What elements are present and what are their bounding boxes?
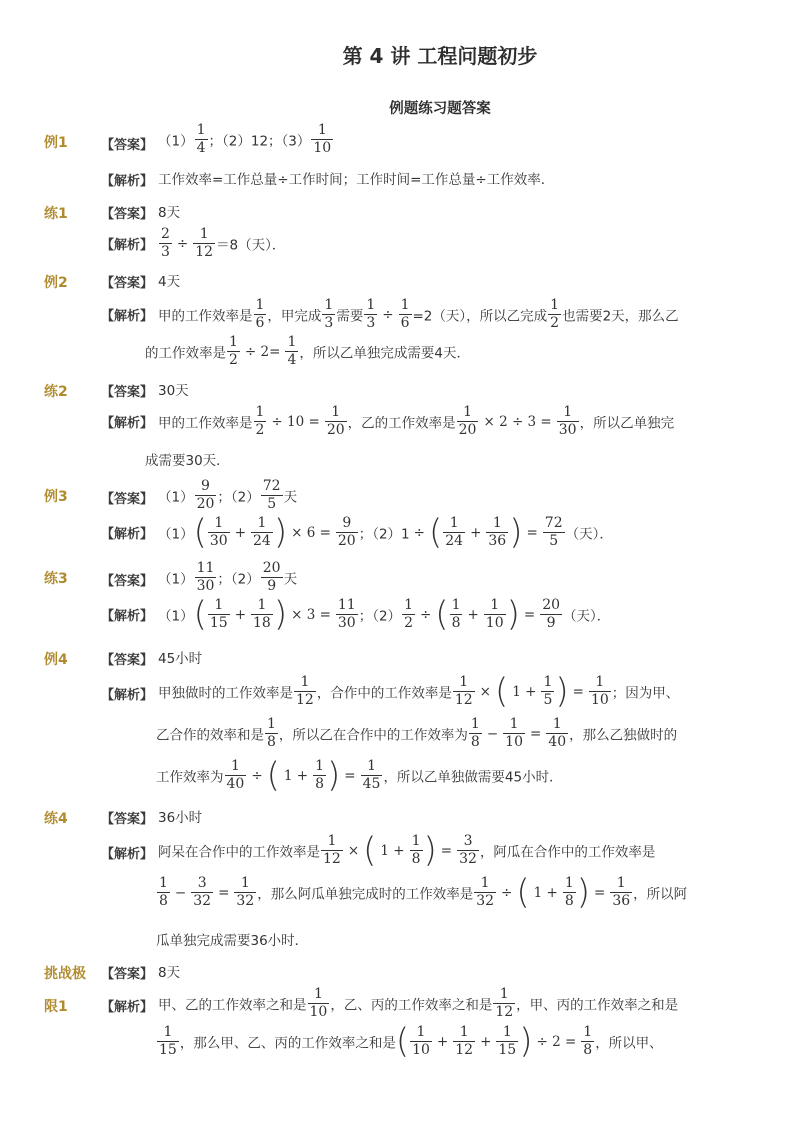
math-text: ) xyxy=(519,1021,533,1062)
math-text: ) xyxy=(506,594,520,635)
fraction: $\frac{1}{4}$ xyxy=(287,334,297,368)
ex3-analysis-row xyxy=(0,512,800,560)
answer-tag: 【答案】 xyxy=(101,207,154,222)
analysis-tag: 【解析】 xyxy=(101,238,154,253)
math-text: ÷ xyxy=(251,767,263,784)
fraction: $\frac{1}{3}$ xyxy=(366,297,376,331)
math-text: 甲、乙的工作效率之和是 xyxy=(158,997,307,1014)
math-text: × 6 = xyxy=(291,524,331,541)
math-text: ÷ xyxy=(501,884,513,901)
math-text: ) xyxy=(555,671,569,712)
fraction: $\frac{1}{12}$ xyxy=(454,674,473,708)
math-text: 天 xyxy=(283,571,298,588)
item-label: 练1 xyxy=(44,206,68,222)
fraction: $\frac{1}{8}$ xyxy=(583,1024,593,1058)
fraction: $\frac{1}{15}$ xyxy=(498,1024,517,1058)
fraction: $\frac{1}{30}$ xyxy=(558,404,577,438)
fraction: $\frac{1}{24}$ xyxy=(253,515,271,549)
page-title: 第 4 讲 工程问题初步 xyxy=(342,44,538,68)
math-text: ；因为甲、 xyxy=(611,685,680,702)
math-text: − xyxy=(174,884,187,901)
analysis-tag: 【解析】 xyxy=(101,416,154,431)
fraction: $\frac{1}{32}$ xyxy=(476,875,495,909)
analysis-tag: 【解析】 xyxy=(101,174,154,189)
math-text: ( xyxy=(193,594,207,635)
math-text: ，所以乙单独做需要45小时． xyxy=(383,769,563,786)
fraction: $\frac{1}{10}$ xyxy=(309,986,328,1020)
math-text: − xyxy=(486,725,499,742)
fraction: $\frac{1}{10}$ xyxy=(485,597,504,631)
math-text: = xyxy=(218,884,230,901)
fraction: $\frac{9}{20}$ xyxy=(337,515,356,549)
math-text: = xyxy=(594,884,606,901)
math-text: = xyxy=(440,842,453,859)
analysis-tag: 【解析】 xyxy=(101,527,154,542)
fraction: $\frac{20}{9}$ xyxy=(542,597,561,631)
math-text: = xyxy=(572,683,584,700)
pr3-answer-row xyxy=(0,560,800,600)
answer-tag: 【答案】 xyxy=(101,385,154,400)
pr4-analysis-row: 【解析】 阿呆在合作中的工作效率是 $\frac{1}{12}$ × ( 1 + $\frac{1}{8}$ ) = $\frac{3}{32}$ ，阿瓜在合作中的工作效率是 $\frac{1}{8}$ − $\frac{3}{32}$ = $\frac{1}{32}$ ，那么阿瓜单独完成时的工作效率是 $\frac{1}{32}$ ÷ ( 1 + $\frac{1}{8}$ ) = $\frac{1}{36}$ ，所以阿 瓜单独完成需要36小时． xyxy=(101,830,688,949)
fraction: $\frac{9}{20}$ xyxy=(196,478,215,512)
item-label: 挑战极 xyxy=(44,966,86,982)
fraction: $\frac{11}{30}$ xyxy=(337,597,356,631)
fraction: $\frac{72}{5}$ xyxy=(262,478,281,512)
fraction: $\frac{11}{30}$ xyxy=(196,560,215,594)
math-text: ÷ xyxy=(176,235,189,252)
item-label: 例4 xyxy=(44,652,68,668)
fraction: $\frac{20}{9}$ xyxy=(262,560,281,594)
math-text: + xyxy=(470,524,482,541)
analysis-tag: 【解析】 xyxy=(101,688,154,703)
math-text: 1 + xyxy=(380,842,405,859)
math-text: ，阿瓜在合作中的工作效率是 xyxy=(479,844,656,861)
math-text: 工作效率为 xyxy=(156,769,224,786)
math-text: + xyxy=(467,606,479,623)
math-text: ，所以乙单独完成需要4天． xyxy=(299,345,470,362)
item-label: 练4 xyxy=(44,811,68,827)
math-text: 需要 xyxy=(336,308,364,325)
fraction: $\frac{1}{6}$ xyxy=(400,297,410,331)
math-text: （天）． xyxy=(565,526,613,543)
math-text: 阿呆在合作中的工作效率是 xyxy=(158,844,320,861)
math-text: ) xyxy=(273,512,288,553)
item-label: 限1 xyxy=(44,999,68,1015)
fraction: $\frac{1}{2}$ xyxy=(255,404,265,438)
fraction: $\frac{1}{8}$ xyxy=(451,597,461,631)
item-label: 例2 xyxy=(44,275,68,291)
item-label: 例3 xyxy=(44,489,68,505)
answer-page: 第 4 讲 工程问题初步 例题练习题答案 例1 【答案】 （1） $\frac{1}{4}$ ；（2）12；（3） $\frac{1}{10}$ 【解析】 工作效率=工作总量÷工作时间；工作时间=工作总量÷工作效率． 练1 【答案】 8天 【解析】 $\frac{2}{3}$ ÷ $\frac{1}{12}$ ＝8（天）． 例2 【答案】 4天 【解析】 甲的工作效率是 $\frac{1}{6}$ ，甲完成 $\frac{1}{3}$ 需要 $\frac{1}{3}$ ÷ $\frac{1}{6}$ =2（天），所以乙完成 $\frac{1}{2}$ 也需要2天，那么乙 的工作效率是 $\frac{1}{2}$ ÷ 2= $\frac{1}{4}$ ，所以乙单独完成需要4天． 练2 【答案】 30天 【解析】 甲的工作效率是 $\frac{1}{2}$ ÷ 10 = $\frac{1}{20}$ ，乙的工作效率是 $\frac{1}{20}$ × 2 ÷ 3 = $\frac{1}{30}$ ，所以乙单独完 成需要30天． 例3 【答案】 （1） $\frac{9}{20}$ ；（2） $\frac{72}{5}$ 天 【解析】 （1）( $\frac{1}{30}$ + $\frac{1}{24}$ ) × 6 = $\frac{9}{20}$ ；（2）1 ÷ ( $\frac{1}{24}$ + $\frac{1}{36}$ ) = $\frac{72}{5}$ （天）． 练3 【答案】 （1） $\frac{11}{30}$ ；（2） $\frac{20}{9}$ 天 【解析】 （1）( $\frac{1}{15}$ + $\frac{1}{18}$ ) × 3 = $\frac{11}{30}$ ；（2） $\frac{1}{2}$ ÷ ( $\frac{1}{8}$ + $\frac{1}{10}$ ) = $\frac{20}{9}$ （天）． 例4 【答案】 45小时 【解析】 甲独做时的工作效率是 $\frac{1}{12}$ ，合作中的工作效率是 $\frac{1}{12}$ × ( 1 + $\frac{1}{5}$ ) = $\frac{1}{10}$ ；因为甲、 乙合作的效率和是 $\frac{1}{8}$ ，所以乙在合作中的工作效率为 $\frac{1}{8}$ − $\frac{1}{10}$ = $\frac{1}{40}$ ，那么乙独做时的 工作效率为 $\frac{1}{40}$ ÷ ( 1 + $\frac{1}{8}$ ) = $\frac{1}{45}$ ，所以乙单独做需要45小时． 练4 【答案】 36小时 【解析】 阿呆在合作中的工作效率是 $\frac{1}{12}$ × ( 1 + $\frac{1}{8}$ ) = $\frac{3}{32}$ ，阿瓜在合作中的工作效率是 $\frac{1}{8}$ − $\frac{3}{32}$ = $\frac{1}{32}$ ，那么阿瓜单独完成时的工作效率是 $\frac{1}{32}$ ÷ ( 1 + $\frac{1}{8}$ ) = $\frac{1}{36}$ ，所以阿 瓜单独完成需要36小时． 挑战极 【答案】 8天 限1 【解析】 甲、乙的工作效率之和是 $\frac{1}{10}$ ，乙、丙的工作效率之和是 $\frac{1}{12}$ ，甲、丙的工作效率之和是 $\frac{1}{15}$ ，那么甲、乙、丙的工作效率之和是( $\frac{1}{10}$ + $\frac{1}{12}$ + $\frac{1}{15}$ ) ÷ 2 = $\frac{1}{8}$ ，所以甲、 xyxy=(0,0,800,1132)
item-label: 例1 xyxy=(44,135,68,151)
math-text: ( xyxy=(266,755,280,796)
fraction: $\frac{1}{8}$ xyxy=(411,833,421,867)
fraction: $\frac{1}{2}$ xyxy=(404,597,413,631)
math-text: 1 + xyxy=(512,683,537,700)
math-text: 乙合作的效率和是 xyxy=(156,727,264,744)
math-text: ( xyxy=(193,512,207,553)
fraction: $\frac{1}{12}$ xyxy=(455,1024,474,1058)
ex3-answer-row xyxy=(0,478,800,518)
math-text: × 3 = xyxy=(291,606,331,623)
item-label: 练3 xyxy=(44,571,68,587)
math-text: ( xyxy=(435,594,449,635)
fraction: $\frac{1}{20}$ xyxy=(326,404,345,438)
fraction: $\frac{1}{24}$ xyxy=(445,515,464,549)
pr3-analysis-row xyxy=(0,594,800,642)
math-text: × xyxy=(479,683,491,700)
math-text: 天 xyxy=(283,489,298,506)
math-text: （天）． xyxy=(563,608,611,625)
ex1-answer-row xyxy=(0,122,800,167)
fraction: $\frac{3}{32}$ xyxy=(459,833,477,867)
answer-tag: 【答案】 xyxy=(101,812,154,827)
analysis-tag: 【解析】 xyxy=(101,309,154,324)
fraction: $\frac{1}{10}$ xyxy=(505,716,523,750)
math-text: （1） xyxy=(158,489,194,506)
answer-tag: 【答案】 xyxy=(101,653,154,668)
page-subtitle: 例题练习题答案 xyxy=(389,101,491,117)
math-text: ；（2）1 xyxy=(358,526,410,543)
math-text: × 2 ÷ 3 = xyxy=(483,413,552,430)
math-text: ) xyxy=(423,830,437,871)
item-label: 练2 xyxy=(44,384,68,400)
fraction: $\frac{1}{20}$ xyxy=(458,404,477,438)
answer-tag: 【答案】 xyxy=(101,138,154,153)
fraction: $\frac{1}{8}$ xyxy=(159,875,168,909)
math-text: ÷ xyxy=(419,606,432,623)
fraction: $\frac{1}{10}$ xyxy=(590,674,609,708)
math-text: ÷ 2 = xyxy=(536,1033,577,1050)
math-text: 甲的工作效率是 xyxy=(158,415,253,432)
math-text: ( xyxy=(363,830,377,871)
math-text: ；（2） xyxy=(217,571,260,588)
math-text: ；（2） xyxy=(358,608,402,625)
math-text: ÷ 10 = xyxy=(271,413,320,430)
math-text: ( xyxy=(494,671,509,712)
answer-tag: 【答案】 xyxy=(101,574,154,589)
fraction: $\frac{72}{5}$ xyxy=(544,515,563,549)
math-text: ，所以乙在合作中的工作效率为 xyxy=(278,727,468,744)
math-text: （1） xyxy=(158,526,194,543)
fraction: $\frac{1}{40}$ xyxy=(548,716,567,750)
fraction: $\frac{1}{12}$ xyxy=(323,833,341,867)
math-text: + xyxy=(436,1033,449,1050)
math-text: = xyxy=(523,606,536,623)
math-text: 也需要2天，那么乙 xyxy=(562,308,679,325)
fraction: $\frac{1}{8}$ xyxy=(470,716,480,750)
fraction: $\frac{1}{5}$ xyxy=(543,674,553,708)
math-text: ，那么乙独做时的 xyxy=(569,727,678,744)
math-text: + xyxy=(480,1033,492,1050)
fraction: $\frac{1}{12}$ xyxy=(195,226,214,260)
math-text: ) xyxy=(509,512,523,553)
fraction: $\frac{1}{12}$ xyxy=(495,986,514,1020)
fraction: $\frac{1}{12}$ xyxy=(296,674,314,708)
math-text: 的工作效率是 xyxy=(145,345,226,362)
answer-tag: 【答案】 xyxy=(101,276,154,291)
fraction: $\frac{1}{10}$ xyxy=(313,122,332,156)
fraction: $\frac{1}{3}$ xyxy=(324,297,334,331)
math-text: ，所以乙单独完 xyxy=(579,415,675,432)
math-text: ( xyxy=(395,1021,410,1062)
math-text: 1 + xyxy=(283,767,309,784)
fraction: $\frac{1}{32}$ xyxy=(236,875,255,909)
math-text: ) xyxy=(273,594,288,635)
math-text: （1） xyxy=(158,608,194,625)
math-text: ÷ xyxy=(382,306,394,323)
math-text: ÷ xyxy=(413,524,425,541)
analysis-tag: 【解析】 xyxy=(101,847,154,862)
math-text: 甲的工作效率是 xyxy=(158,308,253,325)
math-text: ，所以甲、 xyxy=(595,1035,663,1052)
math-text: = xyxy=(529,725,542,742)
math-text: × xyxy=(347,842,360,859)
math-text: ，合作中的工作效率是 xyxy=(316,685,452,702)
fraction: $\frac{1}{8}$ xyxy=(564,875,574,909)
math-text: = xyxy=(526,524,538,541)
fraction: $\frac{1}{36}$ xyxy=(612,875,631,909)
pr1-analysis-row xyxy=(0,226,800,266)
fraction: $\frac{2}{3}$ xyxy=(161,226,170,260)
math-text: ，乙的工作效率是 xyxy=(347,415,456,432)
math-text: ，甲、丙的工作效率之和是 xyxy=(516,997,679,1014)
math-text: =2（天），所以乙完成 xyxy=(412,308,548,325)
math-text: ，那么甲、乙、丙的工作效率之和是 xyxy=(179,1035,396,1052)
fraction: $\frac{1}{45}$ xyxy=(362,758,381,792)
ex2-analysis-row xyxy=(0,297,800,377)
answer-tag: 【答案】 xyxy=(101,967,154,982)
math-text: + xyxy=(234,606,246,623)
math-text: + xyxy=(234,524,246,541)
fraction: $\frac{1}{2}$ xyxy=(550,297,560,331)
math-text: ，那么阿瓜单独完成时的工作效率是 xyxy=(257,886,474,903)
math-text: （1） xyxy=(158,133,194,150)
math-text: ；（2） xyxy=(217,489,260,506)
fraction: $\frac{1}{4}$ xyxy=(196,122,206,156)
analysis-tag: 【解析】 xyxy=(101,609,154,624)
math-text: = xyxy=(344,767,356,784)
math-text: 1 + xyxy=(533,884,558,901)
math-text: ) xyxy=(327,755,341,796)
ex4-analysis-row xyxy=(0,671,800,804)
math-text: ，所以阿 xyxy=(633,886,688,903)
fraction: $\frac{1}{18}$ xyxy=(253,597,271,631)
answer-tag: 【答案】 xyxy=(101,492,154,507)
fraction: $\frac{1}{15}$ xyxy=(159,1024,177,1058)
fraction: $\frac{1}{40}$ xyxy=(226,758,245,792)
math-text: ＝8（天）． xyxy=(216,237,286,254)
math-text: ( xyxy=(516,872,530,913)
fraction: $\frac{1}{8}$ xyxy=(315,758,325,792)
fraction: $\frac{1}{8}$ xyxy=(267,716,276,750)
fraction: $\frac{1}{30}$ xyxy=(209,515,228,549)
math-text: ) xyxy=(576,872,590,913)
math-text: ，甲完成 xyxy=(267,308,322,325)
math-text: ( xyxy=(428,512,443,553)
fraction: $\frac{3}{32}$ xyxy=(193,875,212,909)
fraction: $\frac{1}{10}$ xyxy=(412,1024,430,1058)
fraction: $\frac{1}{6}$ xyxy=(255,297,265,331)
fraction: $\frac{1}{2}$ xyxy=(229,334,238,368)
fraction: $\frac{1}{36}$ xyxy=(488,515,507,549)
math-text: ，乙、丙的工作效率之和是 xyxy=(330,997,493,1014)
math-text: （1） xyxy=(158,571,194,588)
math-text: 甲独做时的工作效率是 xyxy=(158,685,293,702)
pr2-analysis-row: 【解析】 甲的工作效率是 $\frac{1}{2}$ ÷ 10 = $\frac{1}{20}$ ，乙的工作效率是 $\frac{1}{20}$ × 2 ÷ 3 = $\frac{1}{30}$ ，所以乙单独完 成需要30天． xyxy=(101,404,675,469)
challenge-analysis-row xyxy=(0,986,800,1076)
math-text: ；（2）12；（3） xyxy=(208,133,311,150)
fraction: $\frac{1}{15}$ xyxy=(209,597,228,631)
math-text: ÷ 2= xyxy=(244,343,281,360)
analysis-tag: 【解析】 xyxy=(101,1000,154,1015)
